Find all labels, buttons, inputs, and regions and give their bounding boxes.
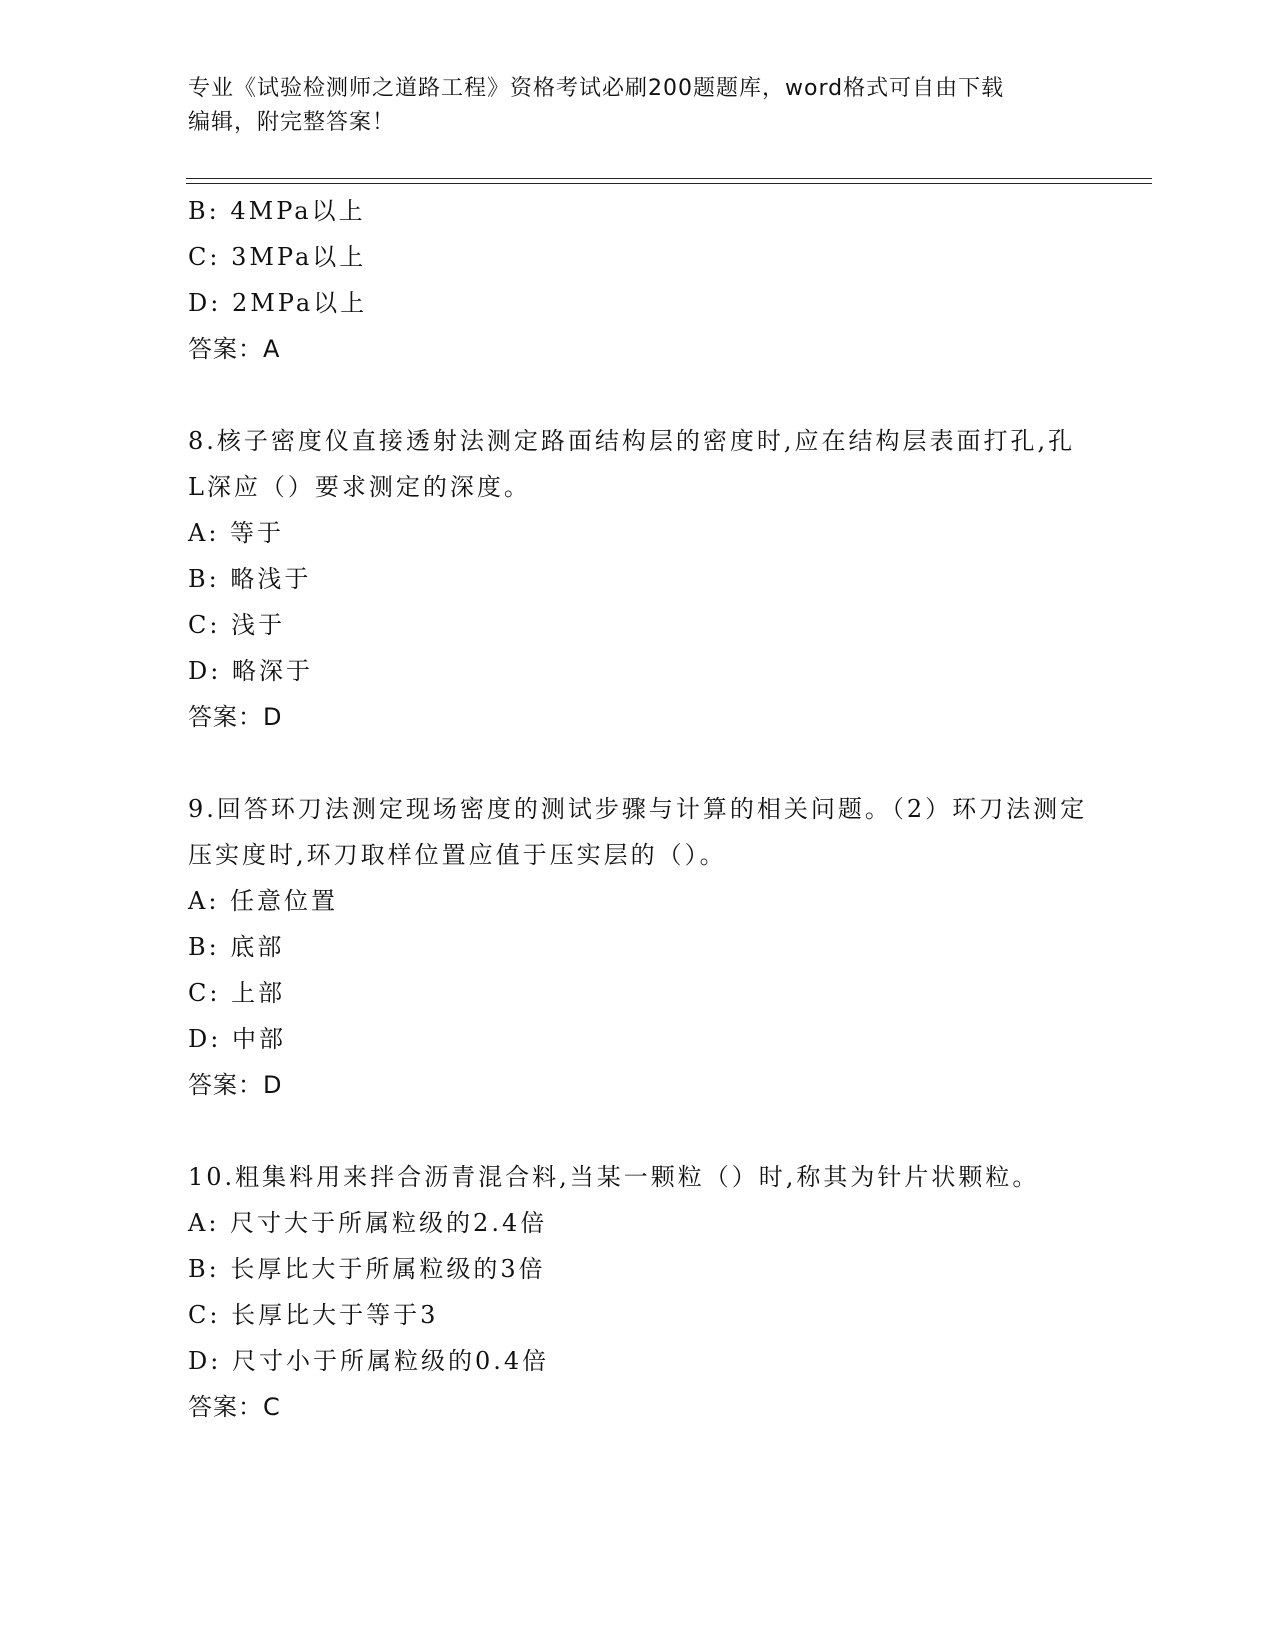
option-d: D: 中部 xyxy=(188,1025,286,1053)
answer: 答案：D xyxy=(188,1071,283,1099)
question-9 xyxy=(188,786,1088,1108)
answer: 答案：A xyxy=(188,335,281,363)
header-line-1: 专业《试验检测师之道路工程》资格考试必刷200题题库，word格式可自由下载 xyxy=(188,76,1005,101)
option-c: C: 上部 xyxy=(188,979,286,1007)
option-a: A: 任意位置 xyxy=(188,887,339,915)
option-d: D: 尺寸小于所属粒级的0.4倍 xyxy=(188,1347,550,1375)
option-d: D: 略深于 xyxy=(188,657,313,685)
option-b: B: 略浅于 xyxy=(188,565,312,593)
question-text: 10.粗集料用来拌合沥青混合料,当某一颗粒（）时,称其为针片状颗粒。 xyxy=(188,1163,1040,1191)
header-divider-top xyxy=(186,178,1152,179)
question-previous xyxy=(188,188,1088,372)
question-text: 8.核子密度仪直接透射法测定路面结构层的密度时,应在结构层表面打孔,孔L深应（）要求测定的深度。 xyxy=(188,427,1076,501)
question-10 xyxy=(188,1154,1088,1430)
header-divider-bottom xyxy=(186,183,1152,184)
answer: 答案：D xyxy=(188,703,283,731)
answer: 答案：C xyxy=(188,1393,281,1421)
question-8 xyxy=(188,418,1088,740)
option-c: C: 长厚比大于等于3 xyxy=(188,1301,439,1329)
option-b: B: 底部 xyxy=(188,933,285,961)
option-c: C: 3MPa以上 xyxy=(188,243,367,271)
document-header xyxy=(188,72,1088,140)
option-d: D: 2MPa以上 xyxy=(188,289,368,317)
option-a: A: 等于 xyxy=(188,519,285,547)
option-a: A: 尺寸大于所属粒级的2.4倍 xyxy=(188,1209,548,1237)
question-list xyxy=(188,188,1088,1430)
option-b: B: 长厚比大于所属粒级的3倍 xyxy=(188,1255,546,1283)
header-line-2: 编辑，附完整答案！ xyxy=(188,110,396,135)
option-b: B: 4MPa以上 xyxy=(188,197,366,225)
option-c: C: 浅于 xyxy=(188,611,286,639)
question-text: 9.回答环刀法测定现场密度的测试步骤与计算的相关问题。（2）环刀法测定压实度时,环刀取样位置应值于压实层的（）。 xyxy=(188,795,1088,869)
